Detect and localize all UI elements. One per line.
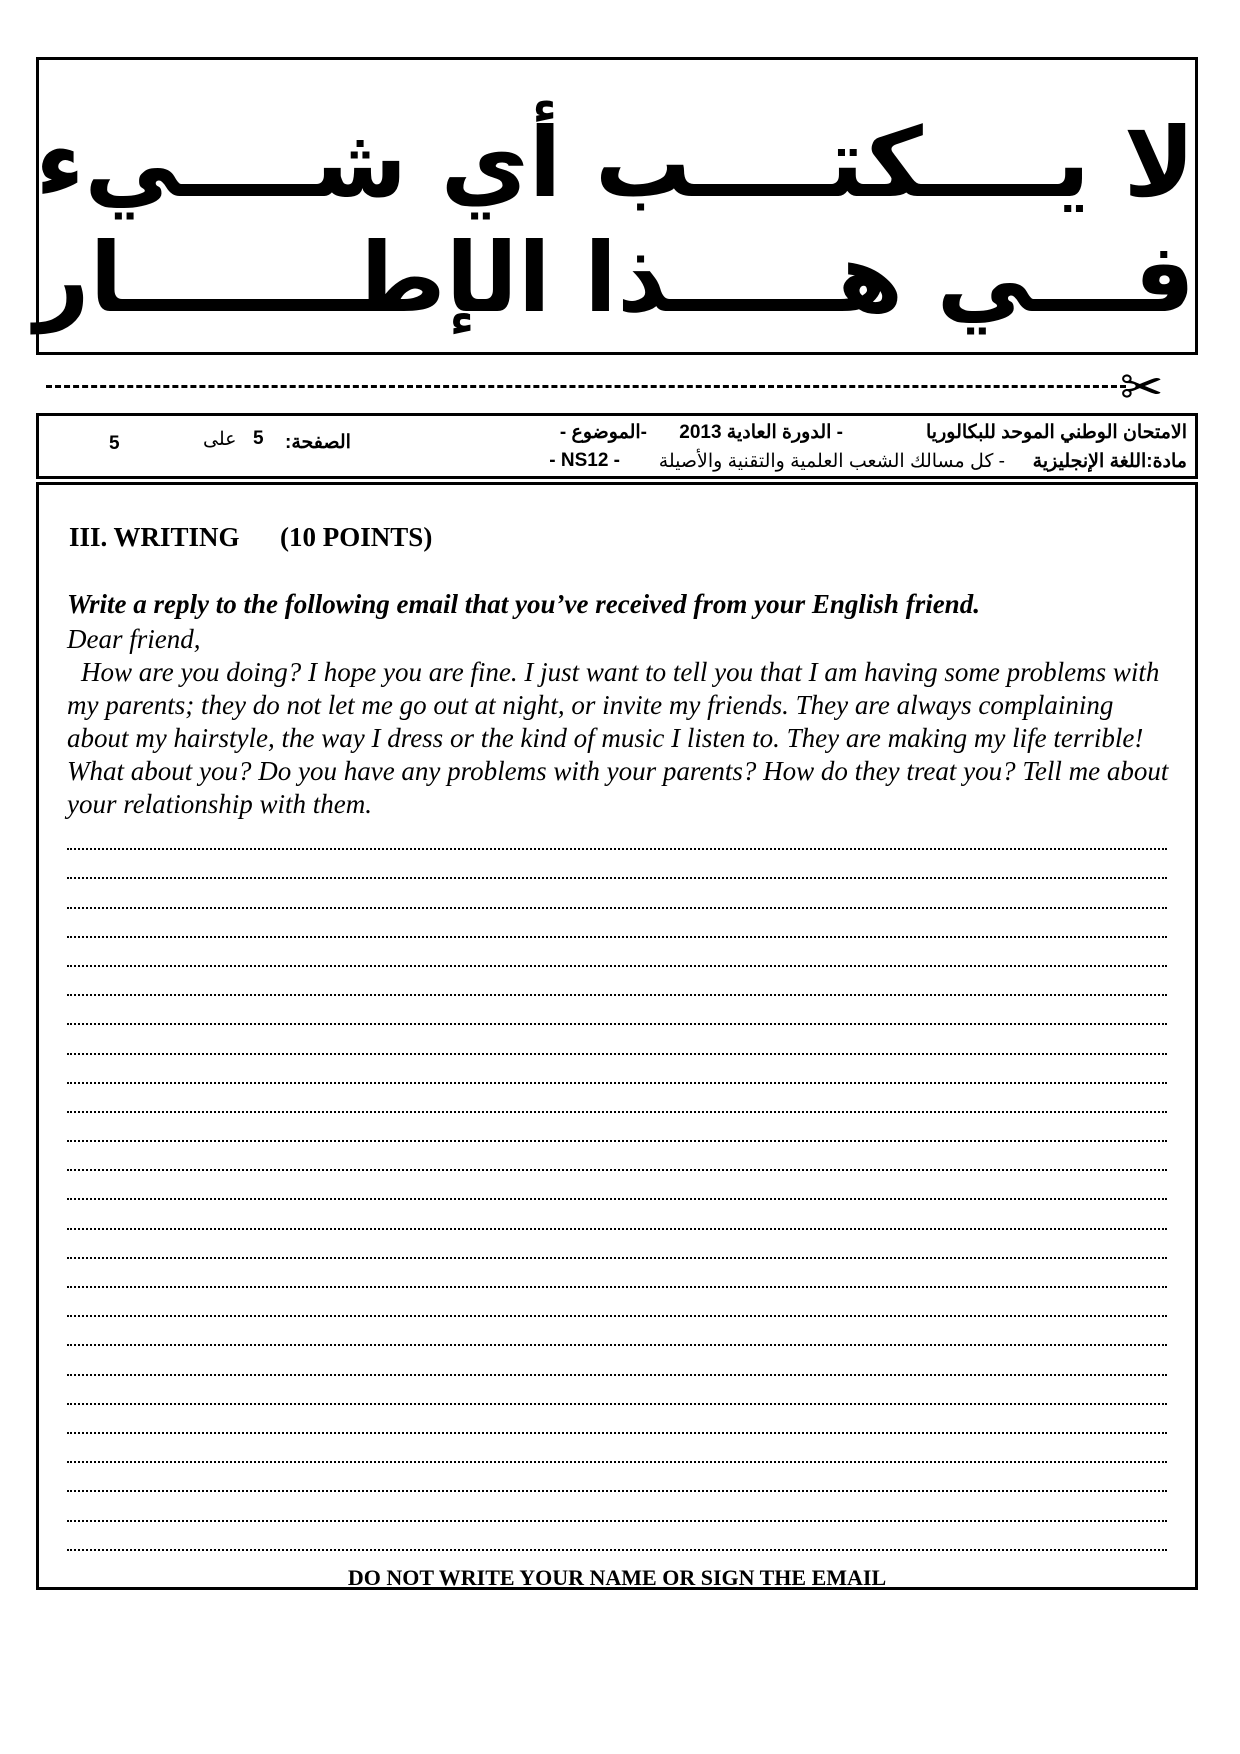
- answer-line[interactable]: [67, 1055, 1167, 1084]
- answer-line[interactable]: [67, 1171, 1167, 1200]
- answer-line[interactable]: [67, 1317, 1167, 1346]
- answer-line[interactable]: [67, 1463, 1167, 1492]
- answer-lines[interactable]: [67, 821, 1167, 1551]
- exam-session: - الدورة العادية 2013: [679, 422, 843, 443]
- answer-line[interactable]: [67, 1084, 1167, 1113]
- writing-section: [36, 482, 1198, 1590]
- email-prompt: [67, 623, 1177, 821]
- answer-line[interactable]: [67, 850, 1167, 879]
- answer-line[interactable]: [67, 1434, 1167, 1463]
- do-not-write-box: [36, 57, 1198, 355]
- answer-line[interactable]: [67, 938, 1167, 967]
- answer-line[interactable]: [67, 1376, 1167, 1405]
- instruction: Write a reply to the following email that you’ve received from your English friend.: [67, 589, 980, 619]
- answer-line[interactable]: [67, 821, 1167, 850]
- email-body: How are you doing? I hope you are fine. I just want to tell you that I am having some problems with my parents; they do not let me go out at night, or invite my friends. They are always complaining about my hairstyle, the way I dress or the kind of music I listen to. They are making my life terrible! What about you? Do you have any problems with your parents? How do they treat you? Tell me about your relationship with them.: [67, 657, 1169, 819]
- answer-line[interactable]: [67, 909, 1167, 938]
- email-greeting: Dear friend,: [67, 624, 201, 654]
- answer-line[interactable]: [67, 1522, 1167, 1551]
- subject-label: -الموضوع -: [559, 422, 647, 443]
- banner-line-1: لا يــــكتــــب أي شــــيء: [35, 107, 1195, 219]
- answer-line[interactable]: [67, 1230, 1167, 1259]
- banner-line-2: فـــي هـــــذا الإطـــــــار: [34, 222, 1195, 334]
- answer-line[interactable]: [67, 1113, 1167, 1142]
- exam-title: الامتحان الوطني الموحد للبكالوريا: [926, 422, 1187, 443]
- page-number: 5: [253, 428, 264, 449]
- answer-line[interactable]: [67, 1405, 1167, 1434]
- subject-name: مادة:اللغة الإنجليزية: [1032, 451, 1187, 472]
- section-title: III. WRITING (10 POINTS): [69, 522, 433, 552]
- page-label: الصفحة:: [285, 432, 351, 453]
- answer-line[interactable]: [67, 1346, 1167, 1375]
- answer-line[interactable]: [67, 1492, 1167, 1521]
- of-label: على: [203, 429, 237, 450]
- answer-line[interactable]: [67, 1288, 1167, 1317]
- answer-line[interactable]: [67, 1142, 1167, 1171]
- cut-line: [46, 385, 1126, 388]
- total-pages: 5: [109, 433, 120, 454]
- scissors-icon: ✂: [1120, 358, 1164, 418]
- answer-line[interactable]: [67, 879, 1167, 908]
- answer-line[interactable]: [67, 996, 1167, 1025]
- answer-line[interactable]: [67, 1200, 1167, 1229]
- exam-header: [36, 413, 1198, 479]
- answer-line[interactable]: [67, 1259, 1167, 1288]
- footer-note: DO NOT WRITE YOUR NAME OR SIGN THE EMAIL: [347, 1565, 887, 1590]
- exam-code: - NS12 -: [549, 450, 620, 471]
- answer-line[interactable]: [67, 967, 1167, 996]
- streams: - كل مسالك الشعب العلمية والتقنية والأصيلة: [658, 451, 1005, 472]
- answer-line[interactable]: [67, 1025, 1167, 1054]
